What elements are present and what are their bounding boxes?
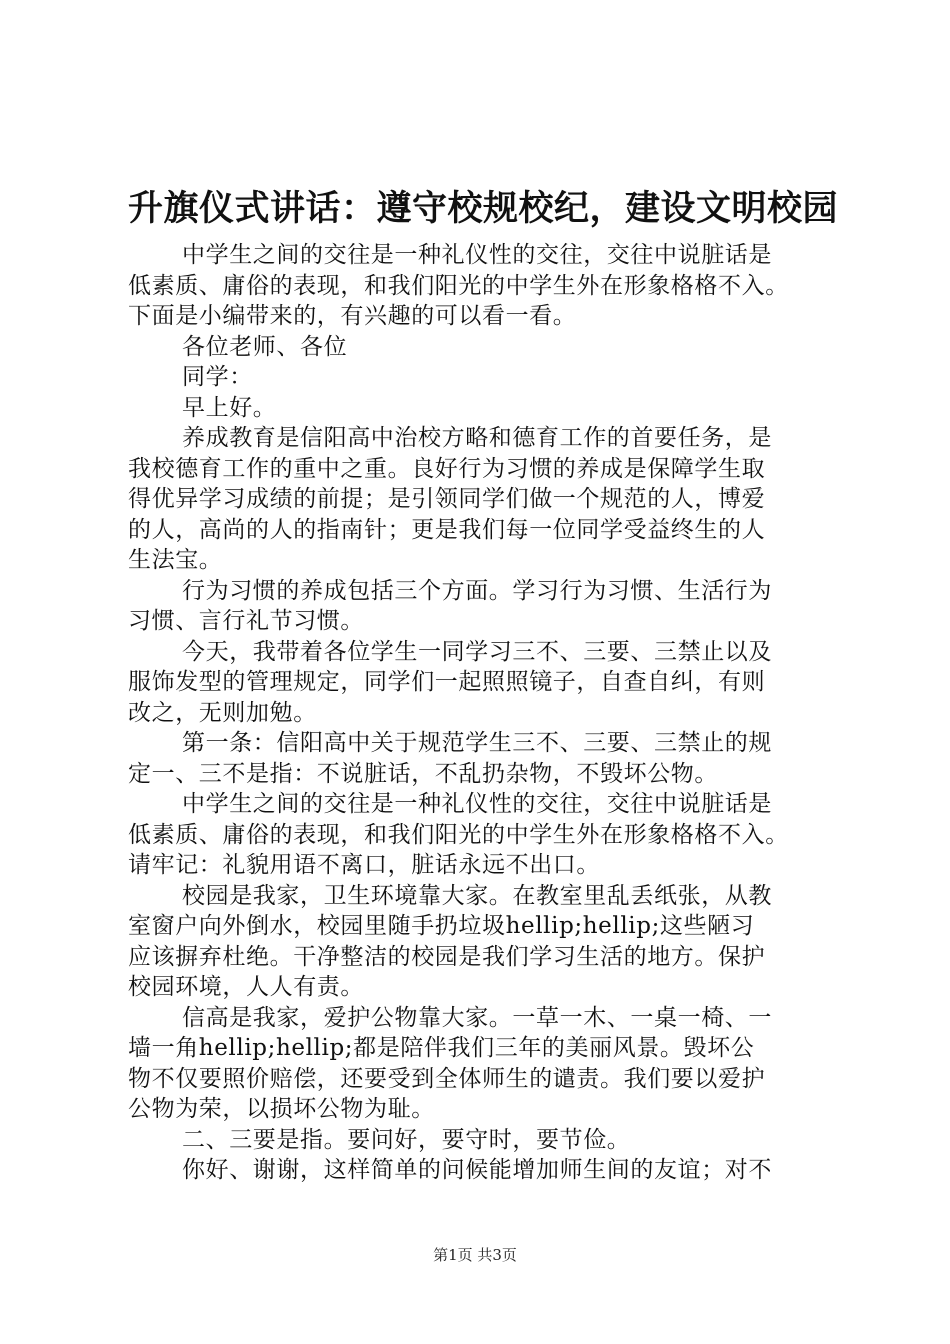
body-line: 同学： xyxy=(182,364,253,390)
body-line: 校园是我家，卫生环境靠大家。在教室里乱丢纸张，从教 xyxy=(182,882,772,909)
body-line: 定一、三不是指：不说脏话，不乱扔杂物，不毁坏公物。 xyxy=(128,760,718,787)
body-line: 公物为荣，以损坏公物为耻。 xyxy=(128,1096,435,1122)
body-line: 改之，无则加勉。 xyxy=(128,699,317,726)
body-line: 各位老师、各位 xyxy=(182,333,348,360)
body-line: 习惯、言行礼节习惯。 xyxy=(128,608,364,634)
body-line: 中学生之间的交往是一种礼仪性的交往，交往中说脏话是 xyxy=(182,242,772,268)
body-line: 下面是小编带来的，有兴趣的可以看一看。 xyxy=(128,303,577,329)
body-line: 二、三要是指。要问好，要守时，要节俭。 xyxy=(182,1126,631,1153)
body-line: 室窗户向外倒水，校园里随手扔垃圾hellip;hellip;这些陋习 xyxy=(128,913,755,939)
body-line: 低素质、庸俗的表现，和我们阳光的中学生外在形象格格不入。 xyxy=(128,272,789,299)
body-line: 我校德育工作的重中之重。良好行为习惯的养成是保障学生取 xyxy=(128,455,766,482)
body-line: 行为习惯的养成包括三个方面。学习行为习惯、生活行为 xyxy=(182,577,772,604)
body-line: 请牢记：礼貌用语不离口，脏话永远不出口。 xyxy=(128,852,600,878)
document-body xyxy=(128,240,852,1186)
body-line: 应该摒弃杜绝。干净整洁的校园是我们学习生活的地方。保护 xyxy=(128,943,766,970)
body-line: 养成教育是信阳高中治校方略和德育工作的首要任务，是 xyxy=(182,425,772,451)
body-line: 中学生之间的交往是一种礼仪性的交往，交往中说脏话是 xyxy=(182,791,772,817)
body-line: 早上好。 xyxy=(182,394,277,421)
page-footer: 第1页 共3页 xyxy=(433,1246,517,1264)
body-line: 今天，我带着各位学生一同学习三不、三要、三禁止以及 xyxy=(182,638,772,665)
body-line: 生法宝。 xyxy=(128,547,223,573)
body-line: 墙一角hellip;hellip;都是陪伴我们三年的美丽风景。毁坏公 xyxy=(128,1035,755,1061)
body-line: 服饰发型的管理规定，同学们一起照照镜子，自查自纠，有则 xyxy=(128,669,766,695)
body-line: 低素质、庸俗的表现，和我们阳光的中学生外在形象格格不入。 xyxy=(128,821,789,848)
body-line: 得优异学习成绩的前提；是引领同学们做一个规范的人，博爱 xyxy=(128,486,766,512)
body-line: 校园环境，人人有责。 xyxy=(128,974,364,1000)
body-line: 物不仅要照价赔偿，还要受到全体师生的谴责。我们要以爱护 xyxy=(128,1065,766,1092)
body-line: 的人，高尚的人的指南针；更是我们每一位同学受益终生的人 xyxy=(128,516,766,543)
document-title: 升旗仪式讲话：遵守校规校纪，建设文明校园 xyxy=(128,188,839,229)
body-line: 你好、谢谢，这样简单的问候能增加师生间的友谊；对不 xyxy=(182,1157,772,1183)
body-line: 第一条：信阳高中关于规范学生三不、三要、三禁止的规 xyxy=(182,730,772,756)
body-line: 信高是我家，爱护公物靠大家。一草一木、一桌一椅、一 xyxy=(182,1004,772,1031)
